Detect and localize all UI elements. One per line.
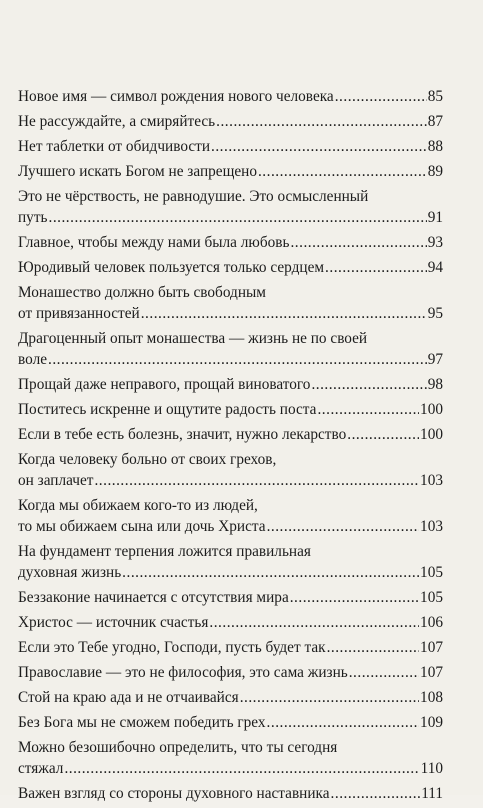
toc-page-number: 103	[420, 518, 443, 535]
toc-entry-title-line: Стой на краю ада и не отчаивайся	[18, 689, 239, 706]
toc-entry-title-line: Лучшего искать Богом не запрещено	[18, 163, 257, 180]
toc-entry-row	[18, 758, 443, 779]
toc-entry	[18, 495, 443, 537]
toc-entry-title-line: Если в тебе есть болезнь, значит, нужно лекарство	[18, 426, 347, 443]
toc-page-number: 109	[420, 714, 443, 731]
toc-entry-title-line: он заплачет	[18, 472, 94, 489]
dot-leader	[325, 257, 427, 278]
toc-entry-title-line: Можно безошибочно определить, что ты сегодня	[18, 739, 338, 756]
toc-entry-row	[18, 257, 443, 278]
toc-entry-row	[18, 207, 443, 228]
toc-entry-row	[18, 587, 443, 608]
toc-entry-title-line: стяжал	[18, 760, 64, 777]
toc-entry	[18, 257, 443, 278]
toc-entry-row	[18, 424, 443, 445]
dot-leader	[48, 349, 427, 370]
toc-page-number: 89	[427, 163, 443, 180]
toc-entry	[18, 737, 443, 779]
toc-entry-row	[18, 637, 443, 658]
dot-leader	[122, 562, 419, 583]
toc-entry-title-line: Нет таблетки от обидчивости	[18, 138, 211, 155]
toc-entry	[18, 136, 443, 157]
toc-entry-row	[18, 232, 443, 253]
toc-entry-row	[18, 399, 443, 420]
toc-page-number: 110	[420, 760, 443, 777]
toc-entry	[18, 161, 443, 182]
toc-entry	[18, 424, 443, 445]
toc-entry-row	[18, 783, 443, 804]
toc-entry-row	[18, 161, 443, 182]
toc-entry-title-line: Юродивый человек пользуется только сердцем	[18, 259, 325, 276]
toc-entry-title-line: Когда мы обижаем кого-то из людей,	[18, 497, 258, 514]
toc-entry	[18, 637, 443, 658]
toc-entry	[18, 587, 443, 608]
toc-page-number: 105	[420, 564, 443, 581]
toc-entry-title-line: Не рассуждайте, а смиряйтесь	[18, 113, 216, 130]
dot-leader	[267, 516, 419, 537]
toc-entry-title-line: Когда человеку больно от своих грехов,	[18, 451, 277, 468]
dot-leader	[335, 86, 427, 107]
toc-entry-row	[18, 612, 443, 633]
toc-entry	[18, 399, 443, 420]
toc-page-number: 97	[427, 351, 443, 368]
toc-entry-row	[18, 86, 443, 107]
dot-leader	[49, 207, 427, 228]
dot-leader	[290, 587, 419, 608]
toc-page-number: 105	[420, 589, 443, 606]
toc-page-number: 103	[420, 472, 443, 489]
dot-leader	[94, 470, 419, 491]
dot-leader	[267, 712, 420, 733]
dot-leader	[331, 783, 421, 804]
toc-entry-row	[18, 136, 443, 157]
toc-entry-title-line: от привязанностей	[18, 305, 140, 322]
toc-entry	[18, 111, 443, 132]
dot-leader	[64, 758, 419, 779]
toc-entry	[18, 687, 443, 708]
toc-page-number: 85	[427, 88, 443, 105]
toc-entry-title-line: Беззаконие начинается с отсутствия мира	[18, 589, 289, 606]
toc-entry	[18, 662, 443, 683]
dot-leader	[209, 612, 419, 633]
toc-page-number: 106	[420, 614, 443, 631]
toc-entry-title-line: Монашество должно быть свободным	[18, 284, 266, 301]
dot-leader	[211, 136, 427, 157]
toc-entry-title-line: путь	[18, 209, 48, 226]
toc-entry-title-line: Драгоценный опыт монашества — жизнь не по своей	[18, 330, 368, 347]
toc-entry-title-line: Важен взгляд со стороны духовного наставника	[18, 785, 330, 802]
toc-entry	[18, 612, 443, 633]
toc-entry	[18, 232, 443, 253]
toc-page-number: 100	[420, 401, 443, 418]
toc-entry	[18, 86, 443, 107]
toc-page-number: 107	[420, 639, 443, 656]
toc-entry-title-line: На фундамент терпения ложится правильная	[18, 543, 311, 560]
toc-entry	[18, 374, 443, 395]
toc-page-number: 95	[427, 305, 443, 322]
toc-entry-row	[18, 349, 443, 370]
toc-entry-row	[18, 374, 443, 395]
toc-page-number: 111	[421, 785, 443, 802]
toc-entry-title-line: Без Бога мы не сможем победить грех	[18, 714, 266, 731]
toc-entry-row	[18, 470, 443, 491]
table-of-contents	[18, 86, 443, 808]
toc-entry-row	[18, 712, 443, 733]
toc-entry-title-line: воле	[18, 351, 47, 368]
toc-entry-title-line: Если это Тебе угодно, Господи, пусть будет так	[18, 639, 326, 656]
toc-entry-title-line: то мы обижаем сына или дочь Христа	[18, 518, 266, 535]
dot-leader	[240, 687, 419, 708]
toc-entry	[18, 449, 443, 491]
toc-page-number: 100	[420, 426, 443, 443]
toc-page-number: 87	[427, 113, 443, 130]
toc-entry-title-line: Главное, чтобы между нами была любовь	[18, 234, 290, 251]
dot-leader	[216, 111, 427, 132]
toc-page-number: 91	[427, 209, 443, 226]
toc-page-number: 98	[427, 376, 443, 393]
toc-entry	[18, 186, 443, 228]
toc-entry-title-line: Поститесь искренне и ощутите радость поста	[18, 401, 317, 418]
dot-leader	[327, 637, 419, 658]
toc-entry	[18, 783, 443, 804]
toc-entry-row	[18, 562, 443, 583]
dot-leader	[290, 232, 426, 253]
toc-entry-title-line: Прощай даже неправого, прощай виноватого	[18, 376, 311, 393]
toc-entry	[18, 541, 443, 583]
toc-entry-row	[18, 662, 443, 683]
dot-leader	[141, 303, 427, 324]
toc-entry	[18, 712, 443, 733]
toc-page-number: 88	[427, 138, 443, 155]
toc-entry-row	[18, 687, 443, 708]
dot-leader	[317, 399, 419, 420]
toc-page-number: 107	[420, 664, 443, 681]
toc-page-number: 94	[427, 259, 443, 276]
dot-leader	[258, 161, 427, 182]
toc-entry-title-line: Это не чёрствость, не равнодушие. Это осмысленный	[18, 188, 369, 205]
toc-page-number: 108	[420, 689, 443, 706]
toc-page-number: 93	[427, 234, 443, 251]
toc-entry	[18, 328, 443, 370]
toc-entry-title-line: духовная жизнь	[18, 564, 122, 581]
toc-entry-title-line: Новое имя — символ рождения нового человека	[18, 88, 334, 105]
dot-leader	[311, 374, 426, 395]
toc-entry	[18, 282, 443, 324]
dot-leader	[347, 424, 419, 445]
toc-entry-title-line: Христос — источник счастья	[18, 614, 209, 631]
toc-entry-row	[18, 516, 443, 537]
dot-leader	[349, 662, 419, 683]
toc-entry-row	[18, 303, 443, 324]
toc-entry-row	[18, 111, 443, 132]
toc-entry-title-line: Православие — это не философия, это сама жизнь	[18, 664, 348, 681]
